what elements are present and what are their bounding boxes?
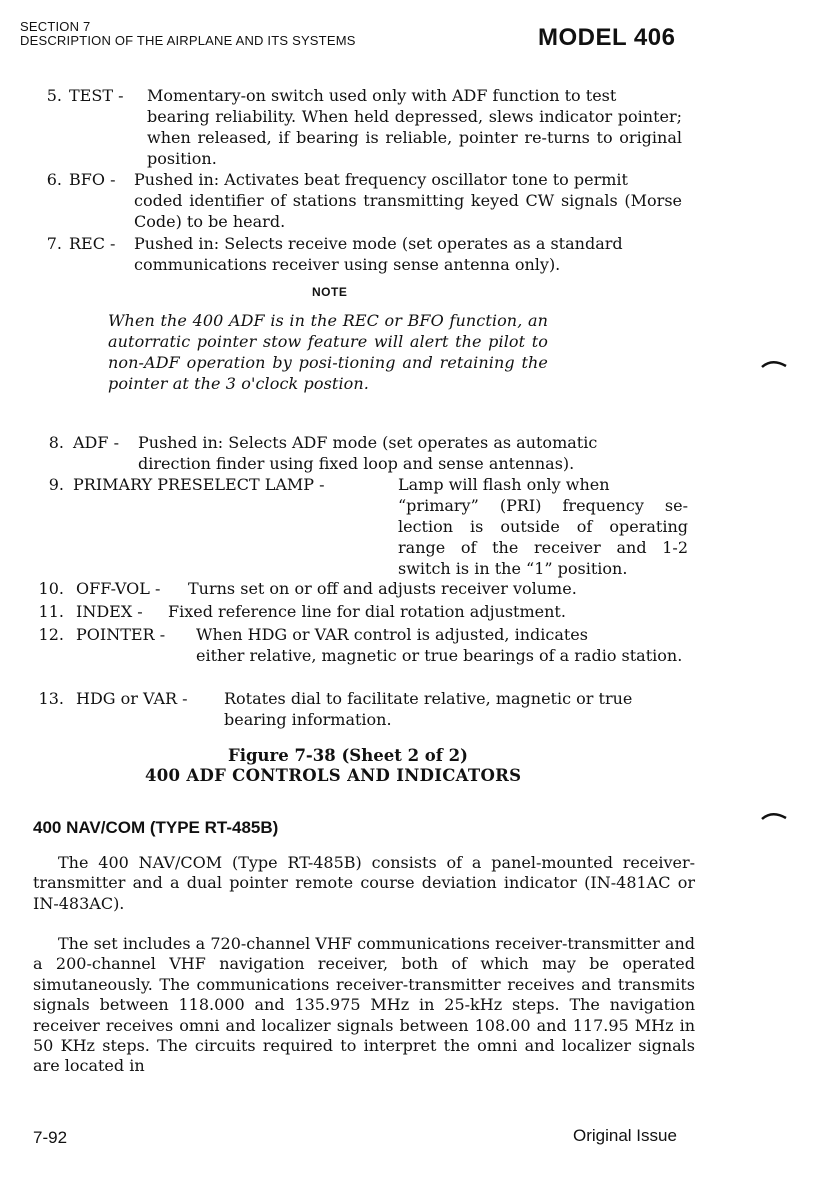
item-description-cont: bearing reliability. When held depressed, slews indicator pointer; when released, if bearing is reliable, pointer re-turns to original position. [147, 107, 682, 168]
section-number: SECTION 7 [20, 19, 91, 34]
item-description: Pushed in: Activates beat frequency oscillator tone to permit [134, 170, 628, 189]
item-term: ADF - [73, 433, 119, 452]
revision-mark [760, 359, 790, 369]
item-term: TEST - [69, 86, 124, 105]
item-description-cont: “primary” (PRI) frequency se-lection is outside of operating range of the receiver and 1-2 switch is in the “1” position. [398, 496, 688, 578]
item-description: Fixed reference line for dial rotation adjustment. [168, 602, 566, 621]
page-number: 7-92 [33, 1128, 68, 1147]
item-term: OFF-VOL - [76, 579, 161, 598]
item-description-cont: direction finder using fixed loop and sense antennas). [138, 454, 575, 473]
note-text: When the 400 ADF is in the REC or BFO function, an autorratic pointer stow feature will alert the pilot to non-ADF operation by posi-tioning and retaining the pointer at the 3 o'clock postion. [108, 311, 548, 393]
revision-mark [760, 811, 790, 821]
item-description-cont: either relative, magnetic or true bearings of a radio station. [196, 646, 683, 665]
item-number: 9. [48, 475, 64, 494]
item-number: 6. [46, 170, 62, 189]
item-description: Lamp will flash only when [398, 475, 610, 494]
item-description: Turns set on or off and adjusts receiver volume. [188, 579, 577, 598]
item-number: 5. [46, 86, 62, 105]
item-description-cont: coded identifier of stations transmitting keyed CW signals (Morse Code) to be heard. [134, 191, 682, 231]
item-description-cont: bearing information. [224, 710, 392, 729]
item-description: Pushed in: Selects ADF mode (set operates as automatic [138, 433, 598, 452]
section-heading: 400 NAV/COM (TYPE RT-485B) [33, 818, 279, 837]
item-description-cont: communications receiver using sense antenna only). [134, 255, 561, 274]
body-paragraph: The 400 NAV/COM (Type RT-485B) consists of a panel-mounted receiver-transmitter and a dual pointer remote course deviation indicator (IN-481AC or IN-483AC). [33, 853, 695, 913]
item-term: REC - [69, 234, 116, 253]
item-description: When HDG or VAR control is adjusted, indicates [196, 625, 588, 644]
issue-label: Original Issue [573, 1126, 677, 1145]
item-term: BFO - [69, 170, 116, 189]
note-heading: NOTE [312, 285, 348, 299]
item-term: HDG or VAR - [76, 689, 188, 708]
item-description: Rotates dial to facilitate relative, magnetic or true [224, 689, 633, 708]
body-paragraph: The set includes a 720-channel VHF communications receiver-transmitter and a 200-channel VHF navigation receiver, both of which may be operated simutaneously. The communications receiver-transmitter receives and transmits signals between 118.000 and 135.975 MHz in 25-kHz steps. The navigation receiver receives omni and localizer signals between 108.00 and 117.95 MHz in 50 KHz steps. The circuits required to interpret the omni and localizer signals are located in [33, 934, 695, 1076]
section-description: DESCRIPTION OF THE AIRPLANE AND ITS SYSTEMS [20, 33, 356, 48]
item-number: 8. [48, 433, 64, 452]
item-number: 11. [38, 602, 64, 621]
item-description: Pushed in: Selects receive mode (set operates as a standard [134, 234, 623, 253]
running-header [20, 20, 356, 48]
item-number: 12. [38, 625, 64, 644]
item-number: 13. [38, 689, 64, 708]
item-term: PRIMARY PRESELECT LAMP - [73, 475, 325, 494]
item-term: INDEX - [76, 602, 143, 621]
item-number: 10. [38, 579, 64, 598]
item-term: POINTER - [76, 625, 166, 644]
item-number: 7. [46, 234, 62, 253]
figure-caption-title: 400 ADF CONTROLS AND INDICATORS [145, 766, 522, 785]
model-title: MODEL 406 [538, 24, 676, 51]
item-description: Momentary-on switch used only with ADF function to test [147, 86, 617, 105]
figure-caption-number: Figure 7-38 (Sheet 2 of 2) [228, 746, 468, 765]
